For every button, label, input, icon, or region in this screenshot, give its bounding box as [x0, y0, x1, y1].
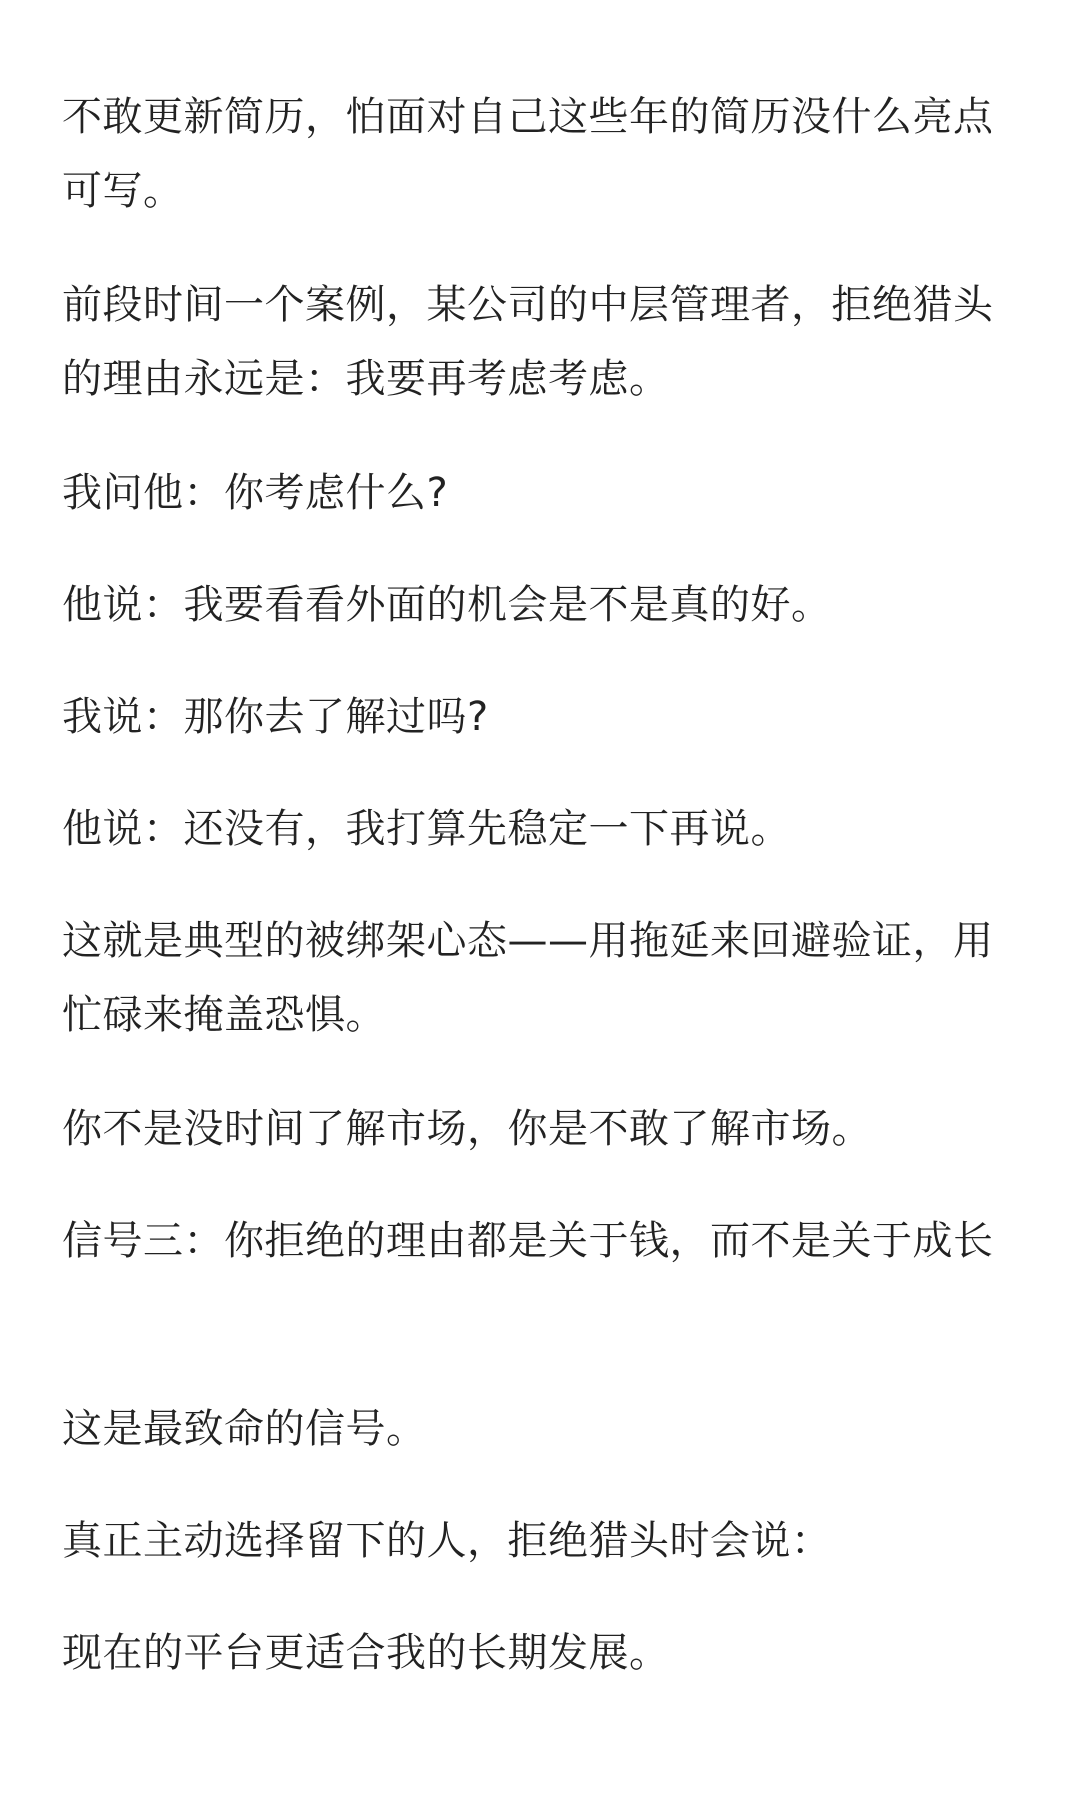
section-heading: 信号三：你拒绝的理由都是关于钱，而不是关于成长 [62, 1218, 994, 1264]
paragraph: 前段时间一个案例，某公司的中层管理者，拒绝猎头的理由永远是：我要再考虑考虑。 [62, 282, 994, 402]
paragraph: 我问他：你考虑什么? [62, 470, 449, 516]
paragraph: 这是最致命的信号。 [62, 1406, 427, 1452]
paragraph: 你不是没时间了解市场，你是不敢了解市场。 [62, 1106, 872, 1152]
paragraph: 真正主动选择留下的人，拒绝猎头时会说： [62, 1518, 832, 1564]
paragraph: 我说：那你去了解过吗? [62, 694, 489, 740]
paragraph: 现在的平台更适合我的长期发展。 [62, 1630, 670, 1676]
paragraph: 他说：还没有，我打算先稳定一下再说。 [62, 806, 791, 852]
paragraph: 他说：我要看看外面的机会是不是真的好。 [62, 582, 832, 628]
paragraph: 这就是典型的被绑架心态——用拖延来回避验证，用忙碌来掩盖恐惧。 [62, 918, 994, 1038]
paragraph: 不敢更新简历，怕面对自己这些年的简历没什么亮点可写。 [62, 94, 994, 214]
